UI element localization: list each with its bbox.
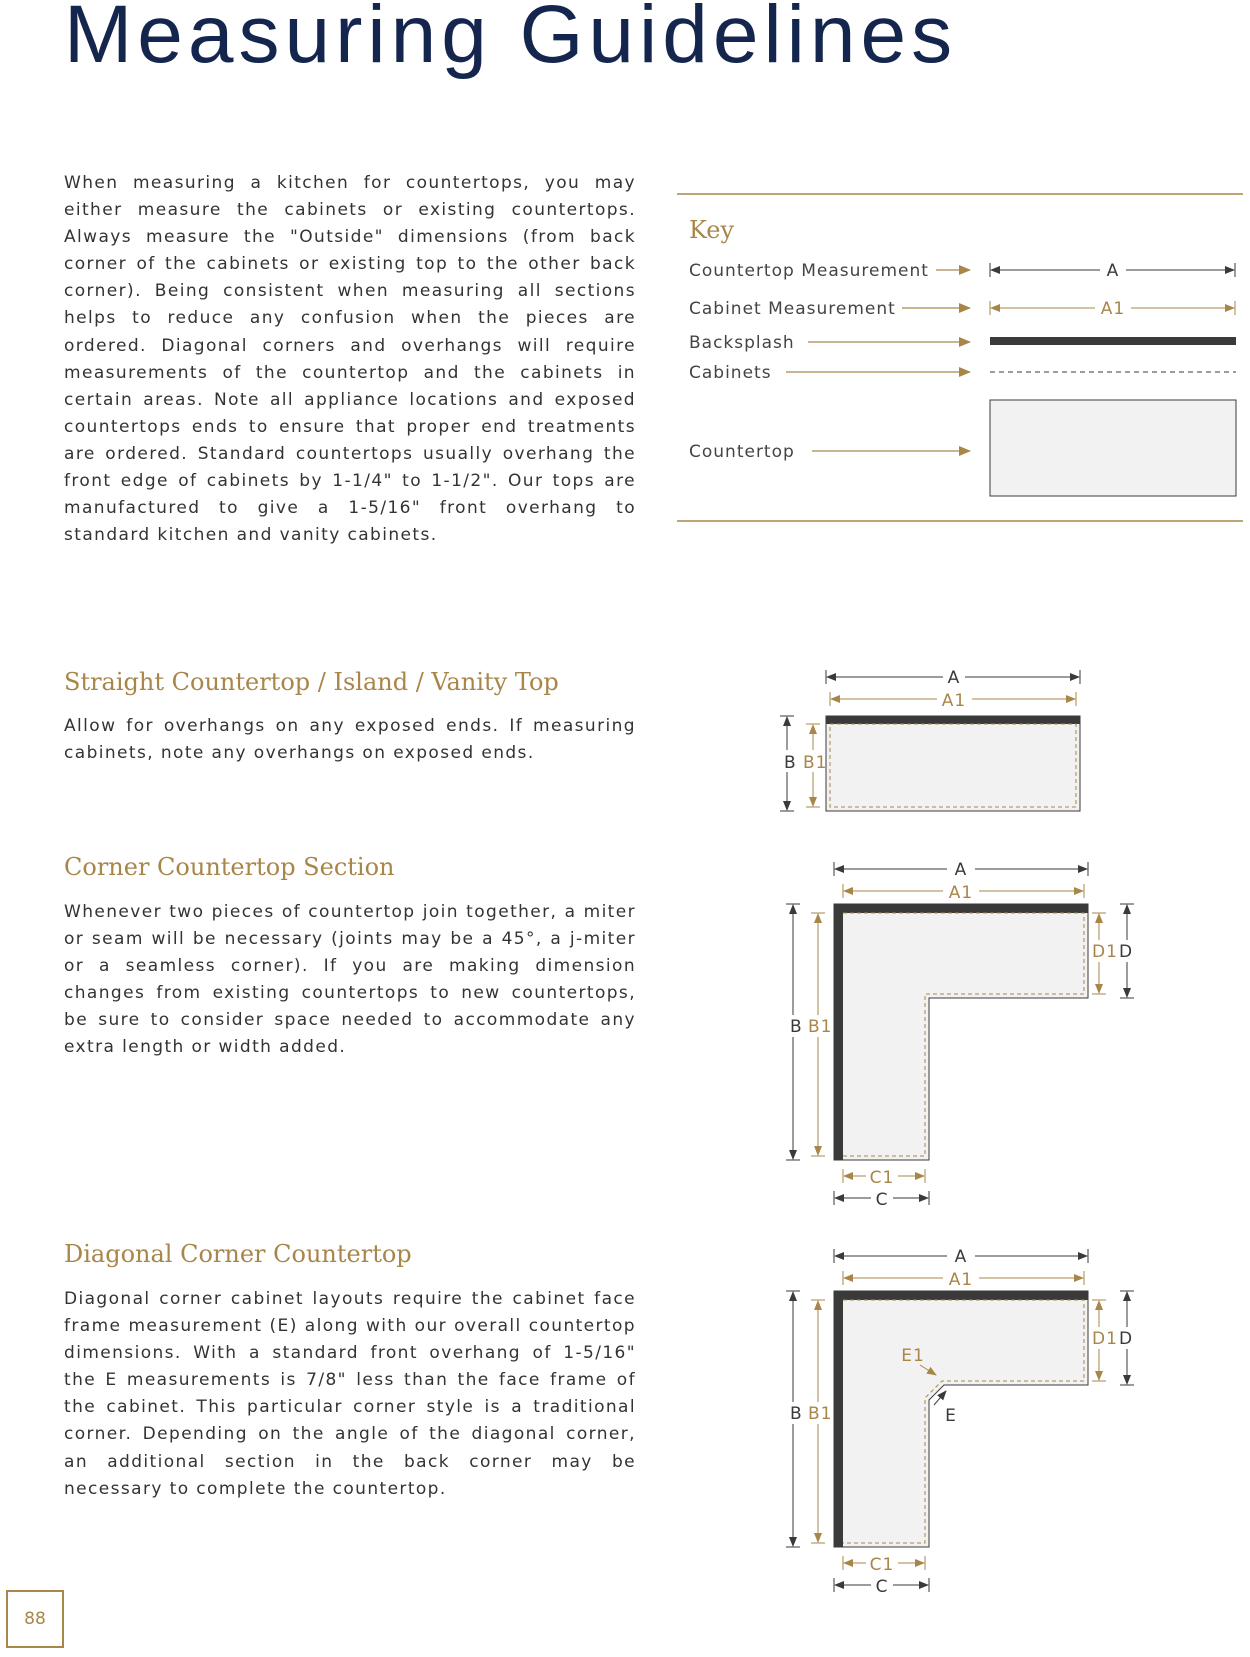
label-b: B <box>790 1017 803 1037</box>
key-label-countertop-measurement: Countertop Measurement <box>689 261 929 281</box>
diagonal-backsplash-top <box>834 1291 1088 1300</box>
diagonal-countertop-body <box>834 1291 1088 1547</box>
key-label-cabinets: Cabinets <box>689 363 772 383</box>
label-a: A <box>954 860 968 880</box>
straight-countertop-diagram <box>0 650 1250 820</box>
diagonal-corner-diagram <box>0 1237 1250 1597</box>
label-d1: D1 <box>1092 942 1118 962</box>
diagonal-backsplash-left <box>834 1291 843 1547</box>
label-b1: B1 <box>808 1404 833 1424</box>
label-a: A <box>954 1247 968 1267</box>
key-symbol-label-a1: A1 <box>1100 299 1126 319</box>
key-title: Key <box>689 216 735 244</box>
label-a: A <box>947 668 961 688</box>
corner-backsplash-left <box>834 904 843 1160</box>
label-d: D <box>1119 942 1134 962</box>
key-label-cabinet-measurement: Cabinet Measurement <box>689 299 896 319</box>
label-c1: C1 <box>869 1168 895 1188</box>
key-symbol-backsplash <box>990 337 1236 345</box>
section-heading-corner-countertop: Corner Countertop Section <box>64 853 395 881</box>
label-c: C <box>875 1577 889 1597</box>
section-text-corner-countertop: Whenever two pieces of countertop join together, a miter or seam will be necessary (joints may be a 45°, a j-miter or a seamless corner). If you are making dimension changes from existing countertops to new countertops, be sure to consider space needed to accommodate any extra length or width added. <box>64 902 636 1058</box>
corner-countertop-body <box>834 904 1088 1160</box>
label-b: B <box>790 1404 803 1424</box>
corner-countertop-diagram <box>0 850 1250 1210</box>
intro-paragraph: When measuring a kitchen for countertops, you may either measure the cabinets or existing countertops. Always measure the "Outside" dimensions (from back corner of the cabinets or existing top to the other back corner). Being consistent when measuring all sections helps to reduce any confusion when the pieces are ordered. Diagonal corners and overhangs will require measurements of the countertop and the cabinets in certain areas. Note all appliance locations and exposed countertops ends to ensure that proper end treatments are ordered. Standard countertops usually overhang the front edge of cabinets by 1-1/4" to 1-1/2". Our tops are manufactured to give a 1-5/16" front overhang to standard kitchen and vanity cabinets. <box>64 173 636 546</box>
corner-backsplash-top <box>834 904 1088 913</box>
page-number <box>6 1590 64 1648</box>
label-b1: B1 <box>808 1017 833 1037</box>
label-e1: E1 <box>901 1346 925 1366</box>
label-b: B <box>784 753 797 773</box>
section-text-diagonal-corner: Diagonal corner cabinet layouts require the cabinet face frame measurement (E) along with our overall countertop dimensions. With a standard front overhang of 1-5/16" the E measurements is 7/8" less than the face frame of the cabinet. This particular corner style is a traditional corner. Depending on the angle of the diagonal corner, an additional section in the back corner may be necessary to complete the countertop. <box>64 1289 636 1499</box>
section-heading-diagonal-corner: Diagonal Corner Countertop <box>64 1240 412 1268</box>
straight-countertop-body <box>826 716 1080 811</box>
label-d: D <box>1119 1329 1134 1349</box>
label-d1: D1 <box>1092 1329 1118 1349</box>
straight-backsplash <box>826 716 1080 724</box>
page-title: Measuring Guidelines <box>64 0 958 80</box>
label-c: C <box>875 1190 889 1210</box>
label-a1: A1 <box>948 883 974 903</box>
label-b1: B1 <box>803 753 828 773</box>
section-heading-straight-countertop: Straight Countertop / Island / Vanity Top <box>64 668 559 696</box>
key-label-backsplash: Backsplash <box>689 333 795 353</box>
section-text-straight-countertop: Allow for overhangs on any exposed ends. If measuring cabinets, note any overhangs on exposed ends. <box>64 716 636 764</box>
key-panel <box>0 0 1250 560</box>
page-number-text: 88 <box>24 1609 46 1629</box>
key-symbol-label-a: A <box>1106 261 1120 281</box>
label-a1: A1 <box>941 691 967 711</box>
label-c1: C1 <box>869 1555 895 1575</box>
label-e: E <box>945 1406 957 1426</box>
key-label-countertop: Countertop <box>689 442 795 462</box>
key-symbol-countertop <box>990 400 1236 496</box>
label-a1: A1 <box>948 1270 974 1290</box>
